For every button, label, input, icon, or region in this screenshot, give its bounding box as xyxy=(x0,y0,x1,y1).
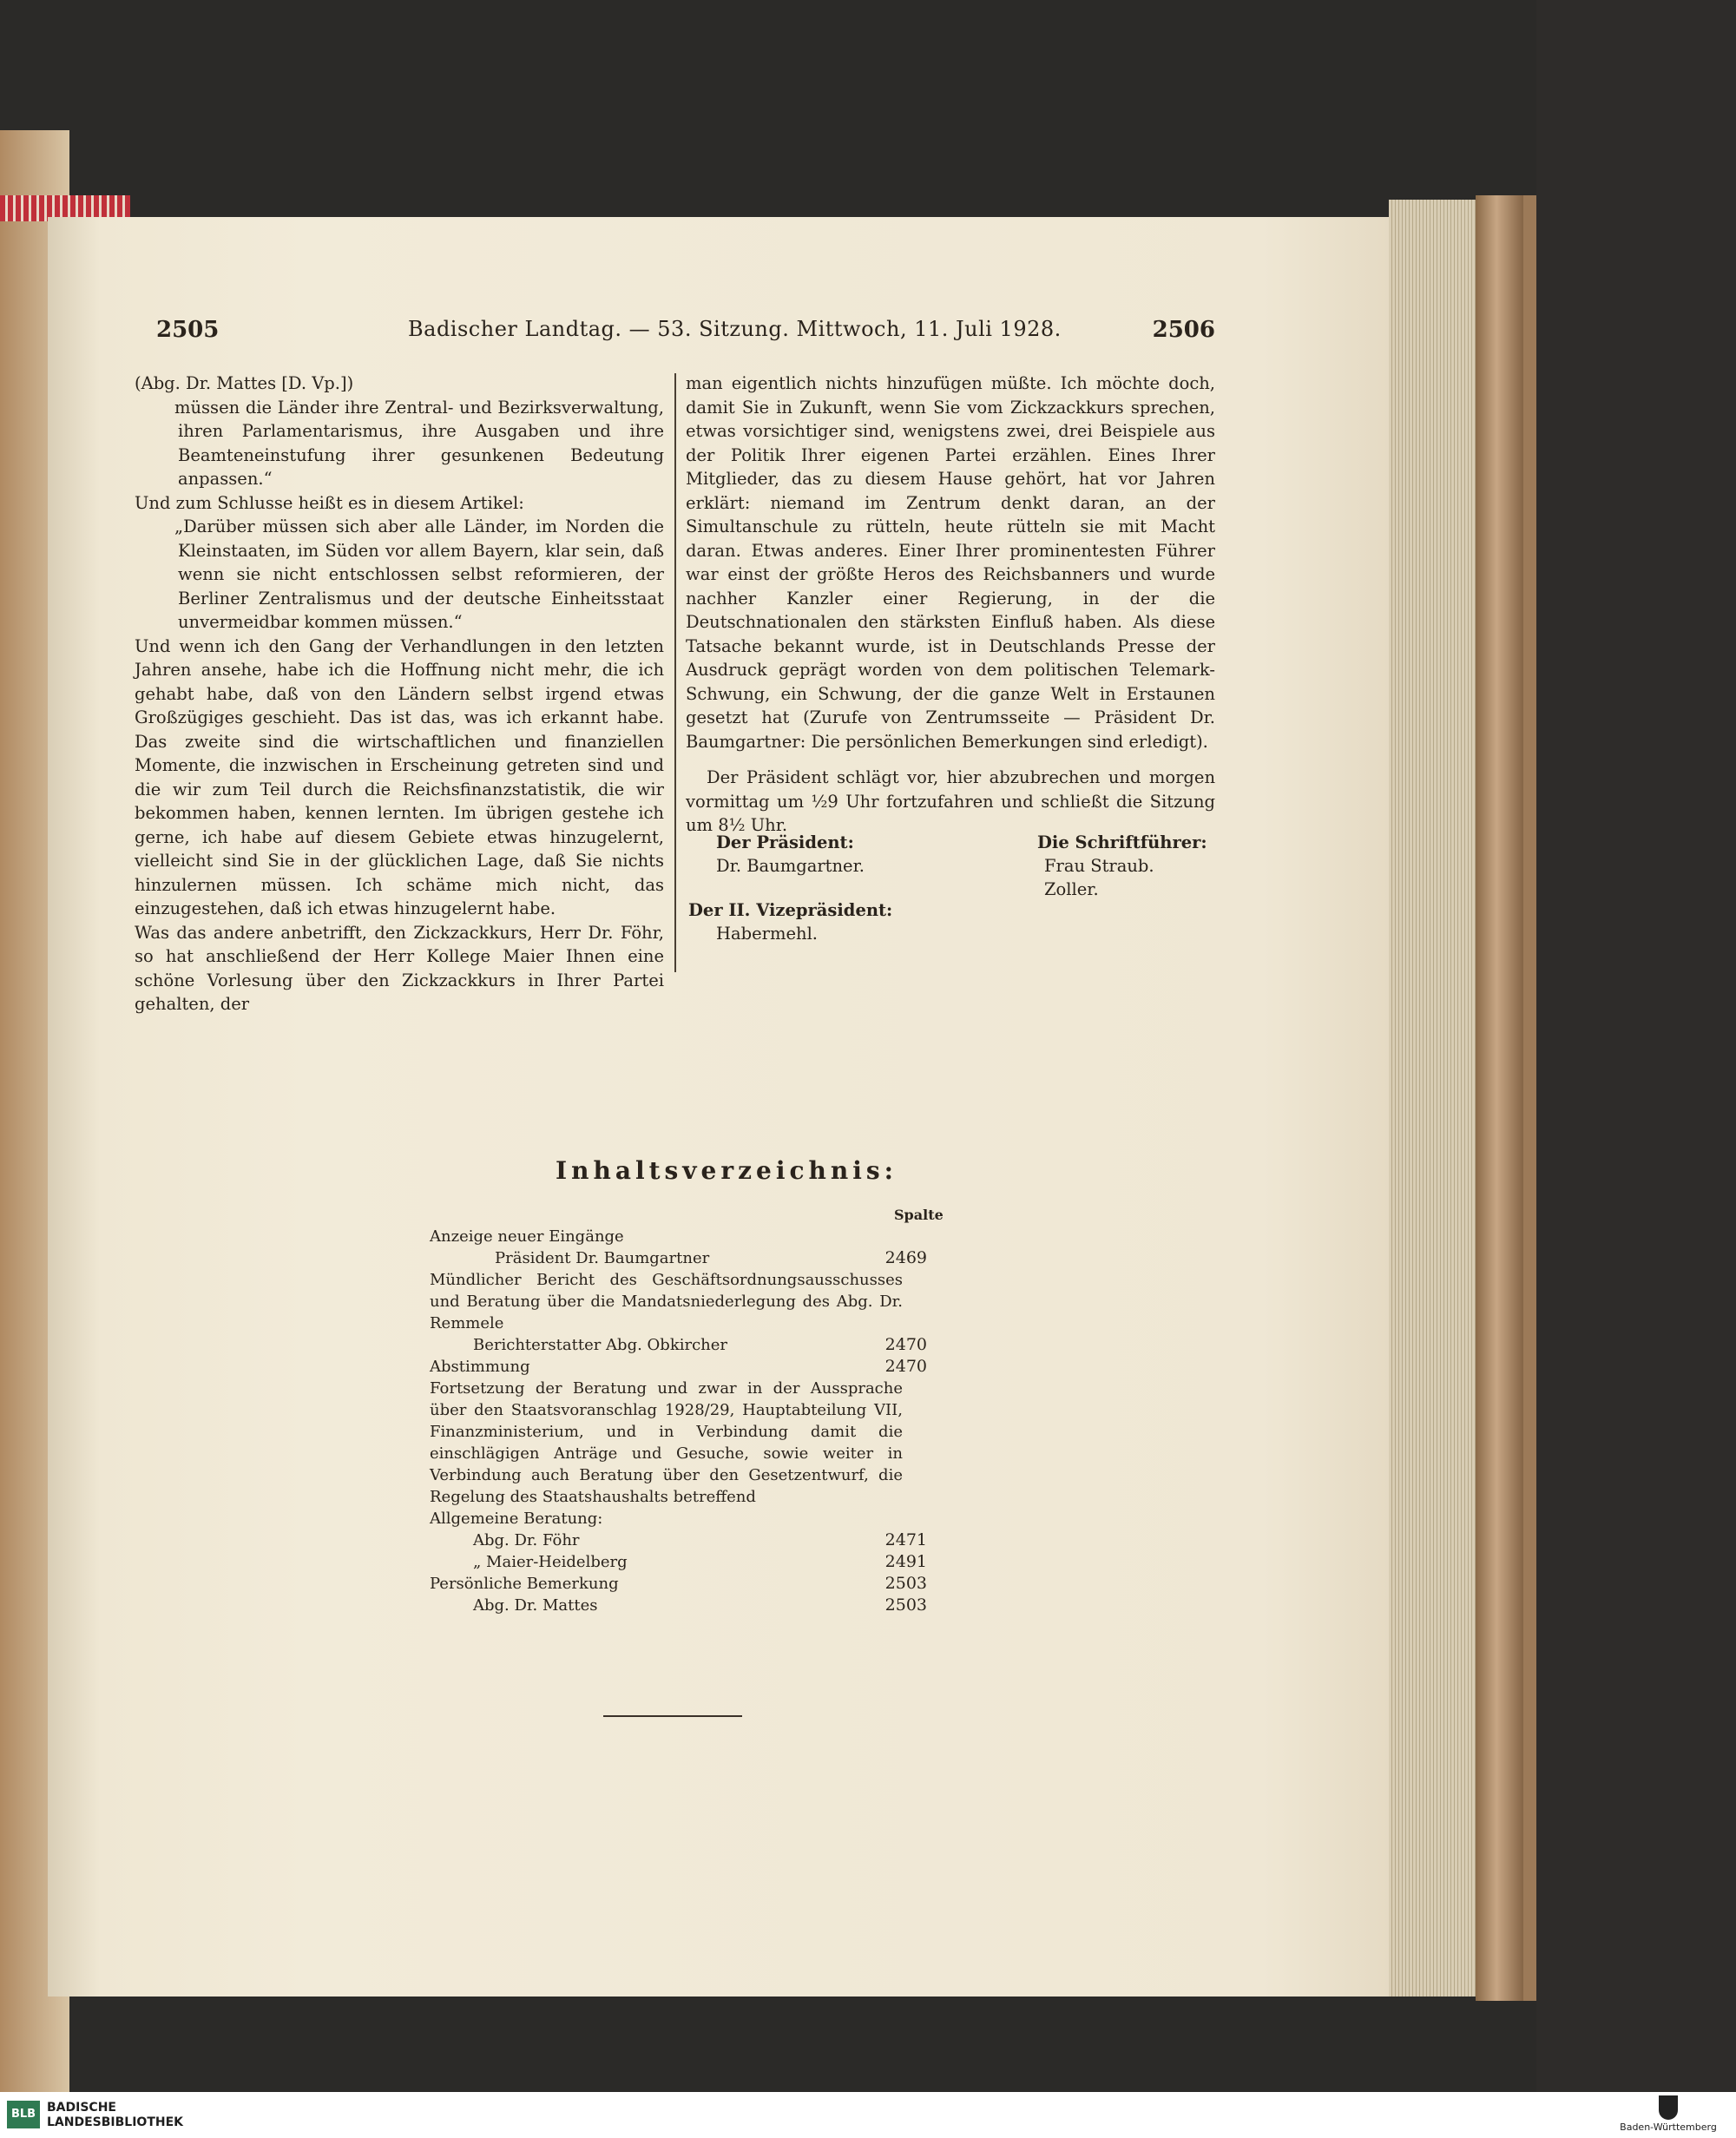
toc-entry xyxy=(408,1529,929,1551)
paragraph: man eigentlich nichts hinzufügen müßte. Ich möchte doch, damit Sie in Zukunft, wenn Sie vom Zickzackkurs sprechen, etwas vorsichtiger sind, wenigstens zwei, drei Beispiele aus der Politik Ihrer eigenen Partei erzählen. Eines Ihrer Mitglieder, das zu diesem Hause gehört, hat vor Jahren erklärt: niemand im Zentrum denkt daran, an der Simultanschule zu rütteln, heute rütteln sie mit Macht daran. Etwas anderes. Einer Ihrer prominentesten Führer war einst der größte Heros des Reichsbanners und wurde nachher Kanzler einer Regierung, in der die Deutschnationalen den stärksten Einfluß haben. Als diese Tatsache bekannt wurde, ist in Deutschlands Presse der Ausdruck geprägt worden von dem politischen Telemark-Schwung, ein Schwung, der die ganze Welt in Erstaunen gesetzt hat (Zurufe von Zentrumsseite — Präsident Dr. Baumgartner: Die persönlichen Bemerkungen sind erledigt). xyxy=(686,373,1215,752)
toc-entry-text: „ Maier-Heidelberg xyxy=(473,1553,628,1571)
paragraph: Und wenn ich den Gang der Verhandlungen in den letzten Jahren ansehe, habe ich die Hoffnung nicht mehr, die ich gehabt habe, daß von den Ländern selbst irgend etwas Großzügiges geschieht. Das ist das, was ich erkannt habe. Das zweite sind die wirtschaftlichen und finanziellen Momente, die inzwischen in Erscheinung getreten sind und die wir zum Teil durch die Reichsfinanzstatistik, die wir bekommen haben, kennen lernten. Im übrigen gestehe ich gerne, ich habe auf diesem Gebiete etwas hinzugelernt, vielleicht sind Sie in der glücklichen Lage, daß Sie nichts hinzulernen müssen. Ich schäme mich nicht, das einzugestehen, daß ich etwas hinzugelernt habe. xyxy=(135,635,664,918)
vice-president-label: Der II. Vizepräsident: xyxy=(688,900,893,920)
bw-logo xyxy=(1616,2095,1720,2133)
vice-president-name: Habermehl. xyxy=(716,924,818,944)
toc-entry xyxy=(408,1573,929,1595)
secretaries-signature xyxy=(1037,831,1207,901)
president-label: Der Präsident: xyxy=(716,832,854,852)
section-rule xyxy=(603,1715,742,1717)
paragraph: müssen die Länder ihre Zentral- und Bezirksverwaltung, ihren Parlamentarismus, ihre Ausgaben und ihre Beamteneinstufung ihrer gesunkenen Bedeutung anpassen.“ xyxy=(174,397,664,489)
president-signature xyxy=(716,831,865,878)
president-name: Dr. Baumgartner. xyxy=(716,856,865,876)
page-header xyxy=(156,317,1215,352)
running-title: Badischer Landtag. — 53. Sitzung. Mittwoch, 11. Juli 1928. xyxy=(408,317,1062,341)
toc-entry-column: 2470 xyxy=(884,1357,927,1376)
secretary-name: Frau Straub. xyxy=(1044,856,1154,876)
library-name-line1: BADISCHE xyxy=(47,2101,116,2115)
toc-entry-text: Allgemeine Beratung: xyxy=(430,1510,603,1528)
paragraph: Was das andere anbetrifft, den Zickzackkurs, Herr Dr. Föhr, so hat anschließend der Herr Kollege Maier Ihnen eine schöne Vorlesung über den Zickzackkurs in Ihrer Partei gehalten, der xyxy=(135,922,664,1014)
page-edges xyxy=(1389,200,1484,1997)
vice-president-signature xyxy=(688,898,892,945)
library-name xyxy=(47,2101,183,2130)
toc-title: Inhaltsverzeichnis: xyxy=(556,1156,898,1185)
page-number-right: 2506 xyxy=(1152,317,1215,343)
toc-entry xyxy=(408,1269,929,1334)
right-column xyxy=(686,372,1215,838)
toc-entry-column: 2503 xyxy=(884,1574,927,1593)
toc-entry xyxy=(408,1551,929,1573)
toc-entry xyxy=(408,1334,929,1356)
toc-entry-column: 2503 xyxy=(884,1595,927,1615)
crest-icon xyxy=(1659,2095,1678,2120)
toc-entry xyxy=(408,1595,929,1616)
toc-entry xyxy=(408,1356,929,1378)
secretaries-label: Die Schriftführer: xyxy=(1037,832,1207,852)
toc-entry-column: 2491 xyxy=(884,1552,927,1571)
library-name-line2: LANDESBIBLIOTHEK xyxy=(47,2115,184,2129)
toc-entry xyxy=(408,1226,929,1247)
left-column xyxy=(135,372,664,1016)
speaker-attribution: (Abg. Dr. Mattes [D. Vp.]) xyxy=(135,373,354,393)
toc-entry xyxy=(408,1247,929,1269)
toc-entry-text: Mündlicher Bericht des Geschäftsordnungsausschusses und Beratung über die Mandatsniederlegung des Abg. Dr. Remmele xyxy=(430,1271,903,1332)
toc-entry-text: Berichterstatter Abg. Obkircher xyxy=(473,1336,728,1354)
bw-label: Baden-Württemberg xyxy=(1620,2122,1717,2133)
blb-logo: BLB xyxy=(7,2101,40,2128)
book-cover-right xyxy=(1476,195,1528,2001)
page-number-left: 2505 xyxy=(156,317,220,343)
background xyxy=(1536,0,1736,2092)
toc-entry-text: Fortsetzung der Beratung und zwar in der Aussprache über den Staatsvoranschlag 1928/29, Hauptabteilung VII, Finanzministerium, und in Verbindung damit die einschlägigen Anträge und Gesuche, sowie weiter in Verbindung auch Beratung über den Gesetzentwurf, die Regelung des Staatshaushalts betreffend xyxy=(430,1379,903,1506)
paragraph: „Darüber müssen sich aber alle Länder, im Norden die Kleinstaaten, im Süden vor allem Bayern, klar sein, daß wenn sie nicht entschlossen selbst reformieren, der Berliner Zentralismus und der deutsche Einheitsstaat unvermeidbar kommen müssen.“ xyxy=(174,516,664,632)
toc-entry-text: Abg. Dr. Mattes xyxy=(473,1596,598,1615)
toc-entry-column: 2470 xyxy=(884,1335,927,1354)
toc-entry-text: Präsident Dr. Baumgartner xyxy=(495,1249,710,1267)
toc-entry-text: Anzeige neuer Eingänge xyxy=(430,1227,624,1246)
toc-entry-text: Abstimmung xyxy=(430,1358,530,1376)
paragraph: Der Präsident schlägt vor, hier abzubrechen und morgen vormittag um ½9 Uhr fortzufahren und schließt die Sitzung um 8½ Uhr. xyxy=(686,767,1215,835)
toc-entry-column: 2471 xyxy=(884,1530,927,1549)
toc-entry-text: Persönliche Bemerkung xyxy=(430,1575,619,1593)
toc-entry xyxy=(408,1508,929,1529)
toc-column-head: Spalte xyxy=(894,1207,944,1223)
paragraph: Und zum Schlusse heißt es in diesem Artikel: xyxy=(135,492,524,513)
toc-entry-column: 2469 xyxy=(884,1248,927,1267)
toc-entry xyxy=(408,1378,929,1508)
footer-bar xyxy=(0,2092,1736,2138)
marbled-edge xyxy=(1523,195,1536,2001)
toc-entry-text: Abg. Dr. Föhr xyxy=(473,1531,580,1549)
column-divider xyxy=(674,373,676,972)
secretary-name: Zoller. xyxy=(1044,879,1099,899)
table-of-contents xyxy=(408,1226,929,1616)
